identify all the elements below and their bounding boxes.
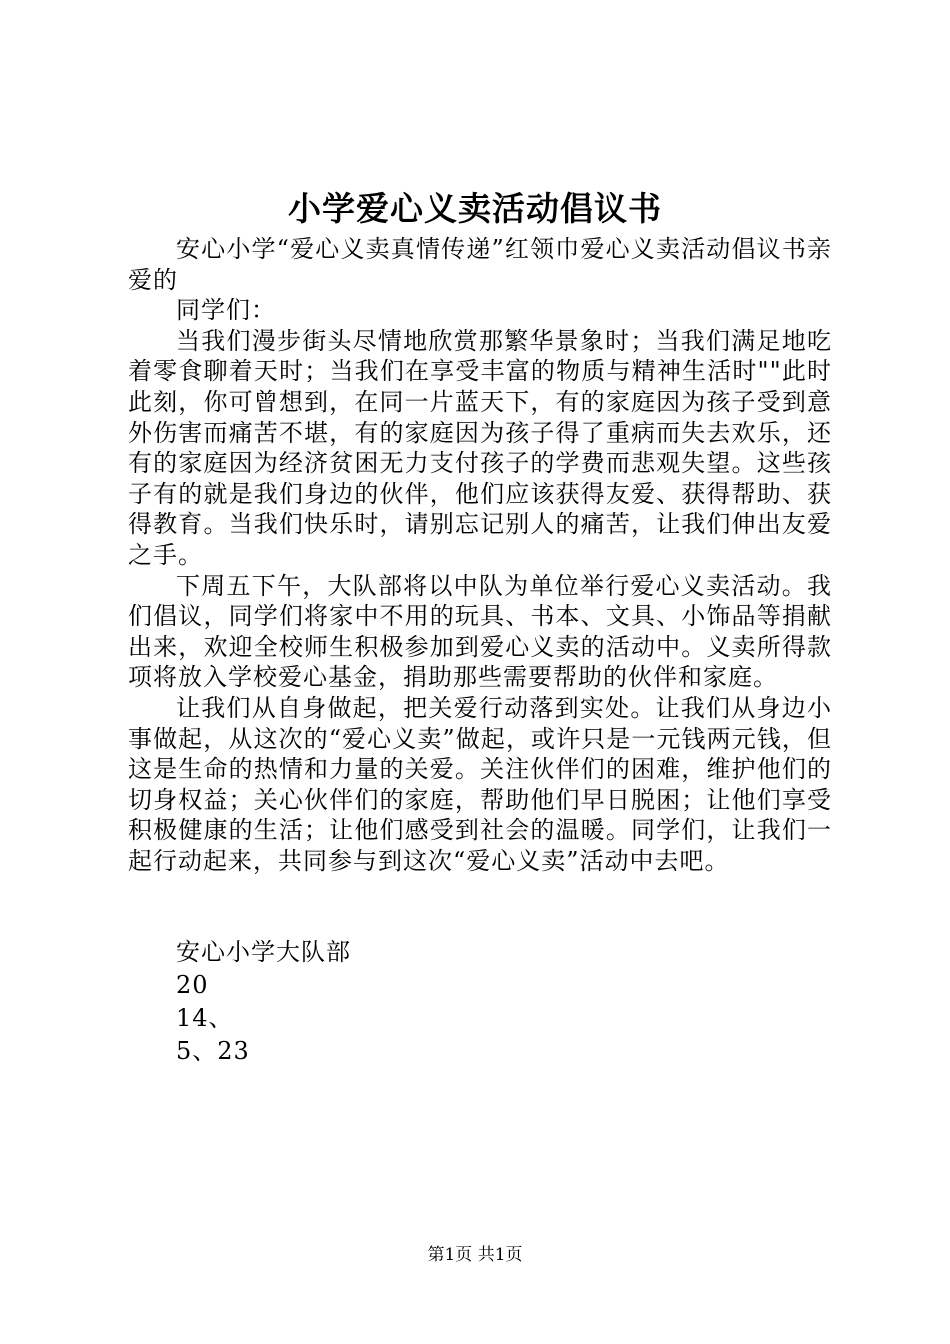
signature-org: 安心小学大队部 bbox=[176, 938, 351, 966]
paragraph-intro: 安心小学“爱心义卖真情传递”红领巾爱心义卖活动倡议书亲爱的 bbox=[128, 235, 832, 294]
signature-block bbox=[176, 936, 351, 1068]
paragraph-activity: 下周五下午，大队部将以中队为单位举行爱心义卖活动。我们倡议，同学们将家中不用的玩具、书本、文具、小饰品等捐献出来，欢迎全校师生积极参加到爱心义卖的活动中。义卖所得款项将放入学校爱心基金，捐助那些需要帮助的伙伴和家庭。 bbox=[128, 571, 832, 692]
paragraph-background: 当我们漫步街头尽情地欣赏那繁华景象时；当我们满足地吃着零食聊着天时；当我们在享受丰富的物质与精神生活时""此时此刻，你可曾想到，在同一片蓝天下，有的家庭因为孩子受到意外伤害而痛苦不堪，有的家庭因为孩子得了重病而失去欢乐，还有的家庭因为经济贫困无力支付孩子的学费而悲观失望。这些孩子有的就是我们身边的伙伴，他们应该获得友爱、获得帮助、获得教育。当我们快乐时，请别忘记别人的痛苦，让我们伸出友爱之手。 bbox=[128, 326, 832, 569]
document-body bbox=[128, 234, 832, 876]
signature-date-line-3: 5、23 bbox=[176, 1037, 250, 1065]
signature-date-line-2: 14、 bbox=[176, 1004, 234, 1032]
paragraph-salutation: 同学们： bbox=[176, 296, 276, 325]
signature-date-line-1: 20 bbox=[176, 971, 209, 999]
document-title: 小学爱心义卖活动倡议书 bbox=[288, 189, 662, 228]
paragraph-call-to-action: 让我们从自身做起，把关爱行动落到实处。让我们从身边小事做起，从这次的“爱心义卖”做起，或许只是一元钱两元钱，但这是生命的热情和力量的关爱。关注伙伴们的困难，维护他们的切身权益；关心伙伴们的家庭，帮助他们早日脱困；让他们享受积极健康的生活；让他们感受到社会的温暖。同学们，让我们一起行动起来，共同参与到这次“爱心义卖”活动中去吧。 bbox=[128, 693, 832, 875]
page-footer: 第1页 共1页 bbox=[427, 1245, 523, 1265]
